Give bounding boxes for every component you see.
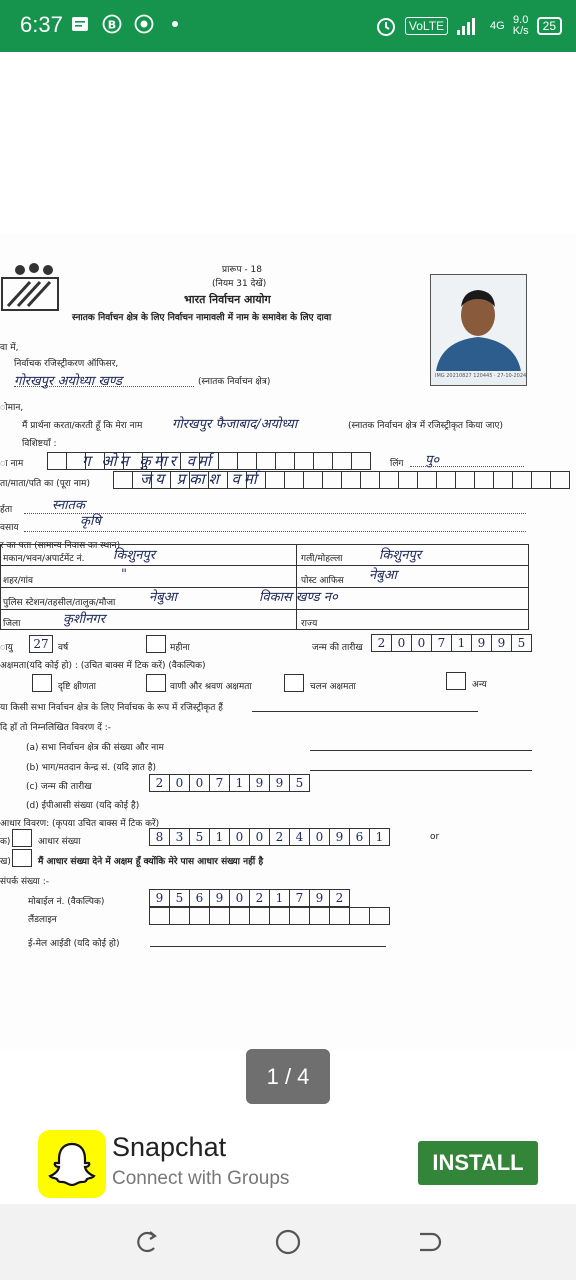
village-handwritten: " [121, 567, 127, 582]
dot-icon [168, 14, 188, 34]
rule-reference: (नियम 31 देखें) [212, 279, 267, 289]
house-handwritten: किशुनपुर [113, 548, 156, 563]
chrome-icon [134, 14, 154, 34]
disability-visual-checkbox[interactable] [32, 674, 52, 692]
or-label: or [430, 832, 440, 842]
disability-other-label: अन्य [472, 680, 487, 690]
aadhaar-a-prefix: क) [0, 837, 11, 847]
document-viewer[interactable] [0, 52, 576, 1112]
qualification-handwritten: स्नातक [52, 498, 85, 513]
dob-boxes: 2 0 0 7 1 9 9 5 [372, 634, 532, 652]
item-c-boxes: 2 0 0 7 1 9 9 5 [150, 774, 310, 792]
network-gen: 4G [490, 19, 505, 32]
mobile-boxes: 9 5 6 9 0 2 1 7 9 2 [150, 889, 350, 907]
aadhaar-a-label: आधार संख्या [38, 837, 81, 847]
aadhaar-b-label: मैं आधार संख्या देने में अक्षम हूँ क्योंकि मेरे पास आधार संख्या नहीं है [38, 857, 264, 867]
navigation-bar [0, 1204, 576, 1280]
disability-speech-checkbox[interactable] [146, 674, 166, 692]
prayer-handwritten: गोरखपुर फैजाबाद/अयोध्या [172, 417, 298, 432]
block-handwritten: विकास खण्ड न० [259, 590, 338, 605]
commission-title: भारत निर्वाचन आयोग [184, 293, 271, 306]
photo-caption: IMG 20210827 120445 · 27-10-2024 [435, 373, 527, 379]
name-handwritten: ग ओम कुमार वर्मा [82, 452, 214, 470]
ad-banner[interactable] [0, 1112, 576, 1204]
address-table [0, 544, 529, 630]
contact-heading: संपर्क संख्या :- [0, 877, 50, 887]
item-d: (d) ईपीआसी संख्या (यदि कोई है) [26, 801, 140, 811]
aadhaar-heading: आधार विवरण: (कृपया उचित बाक्स में टिक करें) [0, 819, 160, 829]
applicant-photo [430, 274, 527, 386]
disability-other-checkbox[interactable] [446, 672, 466, 690]
page-indicator: 1 / 4 [246, 1049, 330, 1104]
aadhaar-a-checkbox[interactable] [12, 829, 32, 847]
gender-handwritten: पु० [425, 453, 440, 468]
disability-visual-label: दृष्टि क्षीणता [58, 682, 96, 692]
street-handwritten: किशुनपुर [379, 548, 422, 563]
alarm-icon [375, 15, 397, 37]
claim-title: स्नातक निर्वाचन क्षेत्र के लिए निर्वाचन नामावली में नाम के समावेश के लिए दावा [72, 313, 332, 323]
disability-label: अक्षमता(यदि कोई हो) : (उचित बाक्स में टिक करें) (वैकल्पिक) [0, 661, 206, 671]
item-a: (a) सभा निर्वाचन क्षेत्र की संख्या और नाम [26, 743, 164, 753]
b-badge-icon [102, 14, 122, 34]
home-icon[interactable] [272, 1226, 304, 1258]
landline-boxes [150, 907, 390, 925]
dob-label: जन्म की तारीख [312, 643, 363, 653]
registered-question: या किसी सभा निर्वाचन क्षेत्र के लिए निर्वाचक के रूप में रजिस्ट्रीकृत हैं [0, 703, 223, 713]
disability-locomotor-label: चलन अक्षमता [310, 682, 356, 692]
aadhaar-b-checkbox[interactable] [12, 849, 32, 867]
village-label: शहर/गांव [3, 576, 34, 586]
landline-label: लैंडलाइन [28, 915, 57, 925]
message-icon [70, 14, 90, 34]
post-label: पोस्ट आफिस [301, 576, 344, 586]
aadhaar-b-prefix: ख) [0, 857, 11, 867]
name-label: ा नाम [0, 459, 24, 469]
volte-label: VoLTE [405, 17, 448, 35]
signal-icon [456, 16, 482, 36]
install-button[interactable]: INSTALL [418, 1141, 538, 1185]
mobile-label: मोबाईल नं. (वैकल्पिक) [28, 897, 105, 907]
address-heading: र का पता (सामान्य निवास का स्थान) [0, 541, 121, 551]
police-label: पुलिस स्टेशन/तहसील/तालुक/मौजा [3, 598, 116, 608]
person-photo-icon [431, 275, 526, 371]
years-label: वर्ष [58, 643, 69, 653]
police-handwritten: नेबुआ [149, 590, 177, 605]
post-handwritten: नेबुआ [369, 568, 397, 583]
snapchat-logo-icon[interactable] [38, 1130, 106, 1198]
form-number: प्रारूप - 18 [222, 265, 262, 275]
district-handwritten: कुशीनगर [63, 612, 106, 627]
eci-logo-icon [0, 262, 62, 316]
district-label: जिला [3, 619, 21, 629]
battery-indicator: 25 [537, 17, 562, 35]
email-label: ई-मेल आईडी (यदि कोई हो) [28, 939, 120, 949]
speed-readout: 9.0 K/s [512, 14, 529, 37]
age-label: ायु [0, 643, 13, 653]
prayer-suffix: (स्नातक निर्वाचन क्षेत्र में रजिस्ट्रीकृत किया जाए) [348, 421, 504, 431]
month-label: महीना [170, 643, 190, 653]
father-label: ता/माता/पति का (पूरा नाम) [0, 479, 90, 489]
status-right [375, 10, 562, 42]
house-label: मकान/भवन/अपार्टमेंट नं. [3, 554, 85, 564]
officer-label: निर्वाचक रजिस्ट्रीकरण ऑफिसर, [14, 359, 119, 369]
state-label: राज्य [301, 619, 318, 629]
age-box: 27 [30, 635, 53, 653]
to-label: वा में, [0, 343, 19, 353]
prayer-text: मैं प्रार्थना करता/करती हूँ कि मेरा नाम [22, 421, 143, 431]
month-box[interactable] [146, 635, 166, 653]
disability-speech-label: वाणी और श्रवण अक्षमता [170, 682, 252, 692]
aadhaar-boxes: 8 3 5 1 0 0 2 4 0 9 6 1 [150, 828, 390, 846]
svg-text:B: B [107, 18, 117, 32]
occupation-handwritten: कृषि [80, 514, 101, 529]
status-bar [0, 0, 576, 52]
disability-locomotor-checkbox[interactable] [284, 674, 304, 692]
recents-icon[interactable] [130, 1226, 162, 1258]
details-label: विशिष्टयाँ : [22, 439, 57, 449]
gender-label: लिंग [390, 459, 404, 469]
clock: 6:37 [20, 12, 63, 37]
if-yes-label: दि हाँ तो निम्नलिखित विवरण दें :- [0, 723, 112, 733]
occupation-label: वसाय [0, 523, 19, 533]
qualification-label: र्हता [0, 505, 13, 515]
item-b: (b) भाग/मतदान केन्द्र सं. (यदि ज्ञात है) [26, 763, 157, 773]
form-page [0, 234, 576, 1049]
constituency-suffix: (स्नातक निर्वाचन क्षेत्र) [198, 377, 271, 387]
item-c: (c) जन्म की तारीख [26, 782, 92, 792]
ad-title[interactable]: Snapchat [112, 1132, 227, 1162]
back-icon[interactable] [412, 1226, 444, 1258]
father-handwritten: जय प्रकाश वर्मा [140, 470, 261, 488]
salutation: ोमान, [0, 403, 24, 413]
constituency-handwritten: गोरखपुर अयोध्या खण्ड [14, 374, 123, 389]
street-label: गली/मोहल्ला [301, 554, 343, 564]
ad-subtitle: Connect with Groups [112, 1168, 290, 1189]
